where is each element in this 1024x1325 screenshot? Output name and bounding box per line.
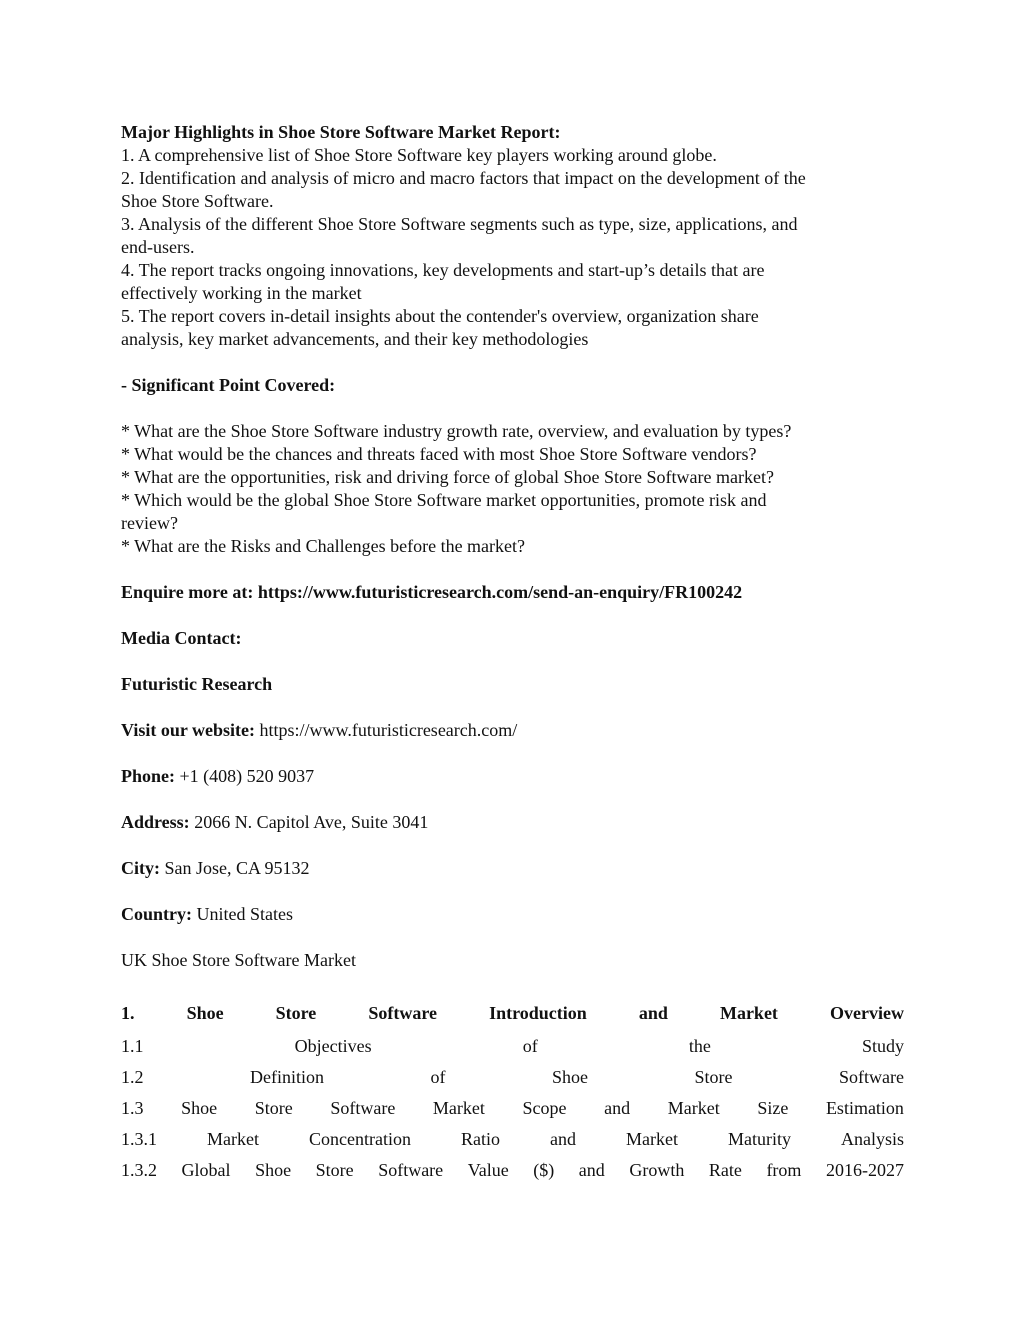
toc-word: Market [667, 1098, 720, 1118]
toc-word: 1.1 [121, 1036, 144, 1056]
country-value: United States [192, 904, 293, 924]
toc-row [121, 1155, 904, 1186]
toc-word: 1.3.2 [121, 1160, 157, 1180]
toc-word: Shoe [181, 1098, 218, 1118]
toc-row [121, 1093, 904, 1124]
toc-word: Scope [522, 1098, 567, 1118]
toc-word: and [549, 1129, 576, 1149]
toc-word: Store [315, 1160, 354, 1180]
toc-word: Software [839, 1067, 904, 1087]
toc-word: Objectives [294, 1036, 372, 1056]
toc-word: Estimation [825, 1098, 904, 1118]
toc-word: 1.3.1 [121, 1129, 157, 1149]
toc-word: Store [254, 1098, 293, 1118]
toc-word: Overview [830, 1003, 904, 1023]
toc-word: 1. [121, 1003, 135, 1023]
toc-word: the [688, 1036, 711, 1056]
website-link[interactable]: https://www.futuristicresearch.com/ [255, 720, 518, 740]
city-value: San Jose, CA 95132 [160, 858, 310, 878]
toc-word: and [604, 1098, 631, 1118]
toc-word: Market [625, 1129, 678, 1149]
website-label: Visit our website: [121, 720, 255, 740]
point-item: * What would be the chances and threats faced with most Shoe Store Software vendors? [121, 444, 757, 464]
highlight-item: analysis, key market advancements, and their key methodologies [121, 329, 589, 349]
toc-word: Ratio [460, 1129, 500, 1149]
phone-value: +1 (408) 520 9037 [175, 766, 315, 786]
toc-row [121, 1124, 904, 1155]
toc-word: Introduction [489, 1003, 587, 1023]
toc-word: Shoe [186, 1003, 224, 1023]
highlight-item: 4. The report tracks ongoing innovations, key developments and start-up’s details that are [121, 260, 765, 280]
toc-row [121, 1062, 904, 1093]
toc-word: Software [378, 1160, 444, 1180]
toc-heading [121, 995, 904, 1031]
toc-word: of [522, 1036, 538, 1056]
point-item: * Which would be the global Shoe Store Software market opportunities, promote risk and [121, 490, 767, 510]
toc-word: Maturity [727, 1129, 791, 1149]
media-contact-heading: Media Contact: [121, 628, 242, 648]
highlight-item: 5. The report covers in-detail insights about the contender's overview, organization share [121, 306, 759, 326]
toc-word: Definition [250, 1067, 324, 1087]
country-line [121, 903, 904, 926]
phone-label: Phone: [121, 766, 175, 786]
highlight-item: 3. Analysis of the different Shoe Store Software segments such as type, size, applications, and [121, 214, 798, 234]
toc-word: Global [181, 1160, 231, 1180]
toc-word: Store [275, 1003, 317, 1023]
highlight-item: 2. Identification and analysis of micro and macro factors that impact on the development of the [121, 168, 806, 188]
toc-word: Shoe [552, 1067, 588, 1087]
point-item: * What are the opportunities, risk and driving force of global Shoe Store Software market? [121, 467, 774, 487]
toc-word: Software [330, 1098, 396, 1118]
toc-word: Market [432, 1098, 485, 1118]
point-item: * What are the Shoe Store Software industry growth rate, overview, and evaluation by types? [121, 421, 792, 441]
toc-word: Concentration [308, 1129, 411, 1149]
toc-word: Rate [708, 1160, 742, 1180]
toc-word: Market [207, 1129, 259, 1149]
address-value: 2066 N. Capitol Ave, Suite 3041 [189, 812, 429, 832]
points-heading: - Significant Point Covered: [121, 375, 336, 395]
highlight-item: end-users. [121, 237, 195, 257]
toc-word: from [766, 1160, 802, 1180]
city-line [121, 857, 904, 880]
points-list [121, 420, 904, 558]
toc-word: of [430, 1067, 446, 1087]
point-item: * What are the Risks and Challenges before the market? [121, 536, 526, 556]
website-line [121, 719, 904, 742]
toc-word: Size [757, 1098, 789, 1118]
highlights-list [121, 144, 904, 351]
highlight-item: effectively working in the market [121, 283, 362, 303]
toc-word: Growth [629, 1160, 685, 1180]
toc-word: and [638, 1003, 668, 1023]
toc-word: 1.3 [121, 1098, 144, 1118]
toc-word: Shoe [255, 1160, 292, 1180]
toc-word: Analysis [840, 1129, 904, 1149]
highlight-item: Shoe Store Software. [121, 191, 274, 211]
toc-word: 1.2 [121, 1067, 144, 1087]
address-label: Address: [121, 812, 190, 832]
enquire-link[interactable]: Enquire more at: https://www.futuristicresearch.com/send-an-enquiry/FR100242 [121, 582, 743, 602]
toc-word: Value [467, 1160, 509, 1180]
address-line [121, 811, 904, 834]
point-item: review? [121, 513, 178, 533]
highlight-item: 1. A comprehensive list of Shoe Store Software key players working around globe. [121, 145, 717, 165]
highlights-heading: Major Highlights in Shoe Store Software Market Report: [121, 122, 561, 142]
company-name: Futuristic Research [121, 674, 273, 694]
toc-word: ($) [533, 1160, 555, 1180]
country-label: Country: [121, 904, 192, 924]
toc-row [121, 1031, 904, 1062]
city-label: City: [121, 858, 160, 878]
toc-word: Store [694, 1067, 733, 1087]
toc-word: 2016-2027 [825, 1160, 904, 1180]
phone-line [121, 765, 904, 788]
document-body [121, 121, 904, 1186]
toc-word: Market [719, 1003, 778, 1023]
toc-word: Software [368, 1003, 438, 1023]
toc-word: and [578, 1160, 605, 1180]
table-of-contents [121, 995, 904, 1186]
toc-word: Study [861, 1036, 904, 1056]
market-title: UK Shoe Store Software Market [121, 950, 356, 970]
